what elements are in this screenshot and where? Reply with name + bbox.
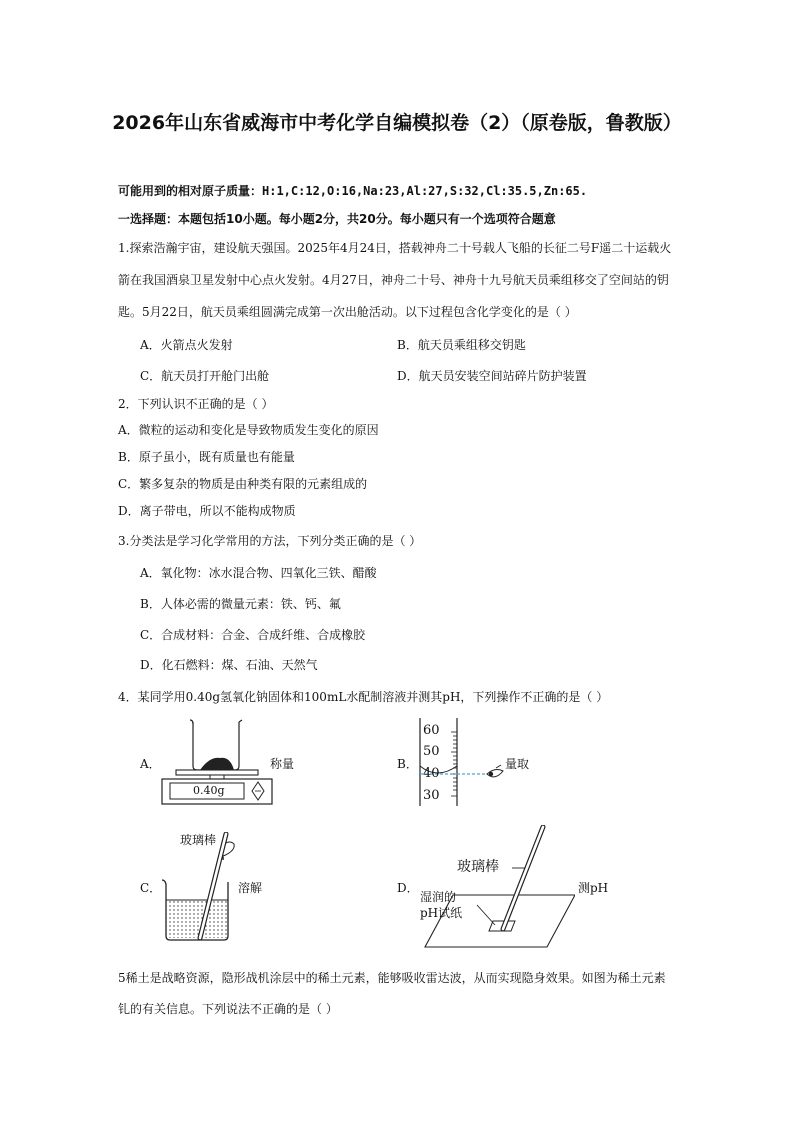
c-rod-label: 玻璃棒 (180, 833, 217, 847)
q4-stem: 4．某同学用0.40g氢氧化钠固体和100mL水配制溶液并测其pH，下列操作不正确的是（ ） (118, 690, 609, 704)
q4-d-letter: D． (397, 881, 419, 895)
q1-option-b: B．航天员乘组移交钥匙 (397, 338, 526, 352)
q4-a-caption: 称量 (270, 757, 295, 771)
balance-display: 0.40g (193, 784, 225, 797)
q3-option-b: B．人体必需的微量元素：铁、钙、氟 (140, 597, 341, 611)
q2-option-a: A．微粒的运动和变化是导致物质发生变化的原因 (118, 423, 379, 437)
cylinder-tick-50: 50 (423, 744, 440, 759)
section-heading: 一选择题：本题包括10小题。每小题2分，共20分。每小题只有一个选项符合题意 (118, 212, 556, 226)
atomic-mass-note: 可能用到的相对原子质量：H:1,C:12,O:16,Na:23,Al:27,S:32,Cl:35.5,Zn:65. (118, 184, 588, 198)
q2-option-b: B．原子虽小，既有质量也有能量 (118, 450, 295, 464)
cylinder-tick-60: 60 (423, 723, 440, 738)
q3-option-c: C．合成材料：合金、合成纤维、合成橡胶 (140, 628, 366, 642)
cylinder-tick-30: 30 (423, 788, 440, 803)
d-rod-label: 玻璃棒 (457, 859, 499, 875)
q3-option-a: A．氧化物：冰水混合物、四氧化三铁、醋酸 (140, 566, 377, 580)
q4-a-letter: A． (140, 757, 161, 771)
q4-b-letter: B． (397, 757, 418, 771)
q2-option-d: D．离子带电，所以不能构成物质 (118, 504, 296, 518)
q1-option-d: D．航天员安装空间站碎片防护装置 (397, 369, 587, 383)
q4-c-letter: C． (140, 881, 162, 895)
cylinder-tick-40: 40 (423, 766, 440, 781)
q1-option-a: A．火箭点火发射 (140, 338, 233, 352)
q4-c-caption: 溶解 (238, 881, 263, 895)
page-title: 2026年山东省威海市中考化学自编模拟卷（2）（原卷版，鲁教版） (112, 112, 682, 134)
q4-d-caption: 测pH (578, 881, 609, 895)
q1-stem-line-3: 匙。5月22日，航天员乘组圆满完成第一次出舱活动。以下过程包含化学变化的是（ ） (118, 305, 577, 319)
q3-option-d: D．化石燃料：煤、石油、天然气 (140, 658, 318, 672)
d-paper-label-2: pH试纸 (420, 906, 463, 920)
q5-stem-line-2: 钆的有关信息。下列说法不正确的是（ ） (118, 1002, 338, 1016)
q2-stem: 2．下列认识不正确的是（ ） (118, 397, 274, 411)
d-paper-label-1: 湿润的 (420, 890, 457, 904)
q5-stem-line-1: 5稀土是战略资源，隐形战机涂层中的稀土元素，能够吸收雷达波，从而实现隐身效果。如图为稀土元素 (118, 971, 666, 985)
q1-stem-line-1: 1.探索浩瀚宇宙，建设航天强国。2025年4月24日，搭载神舟二十号载人飞船的长征二号F遥二十运载火 (118, 241, 672, 255)
q4-b-caption: 量取 (505, 757, 530, 771)
q1-stem-line-2: 箭在我国酒泉卫星发射中心点火发射。4月27日，神舟二十号、神舟十九号航天员乘组移交了空间站的钥 (118, 273, 669, 287)
dissolving-figure (160, 832, 240, 947)
q2-option-c: C．繁多复杂的物质是由种类有限的元素组成的 (118, 477, 368, 491)
q1-option-c: C．航天员打开舱门出舱 (140, 369, 270, 383)
ph-test-figure (415, 825, 575, 950)
q3-stem: 3.分类法是学习化学常用的方法，下列分类正确的是（ ） (118, 534, 422, 548)
